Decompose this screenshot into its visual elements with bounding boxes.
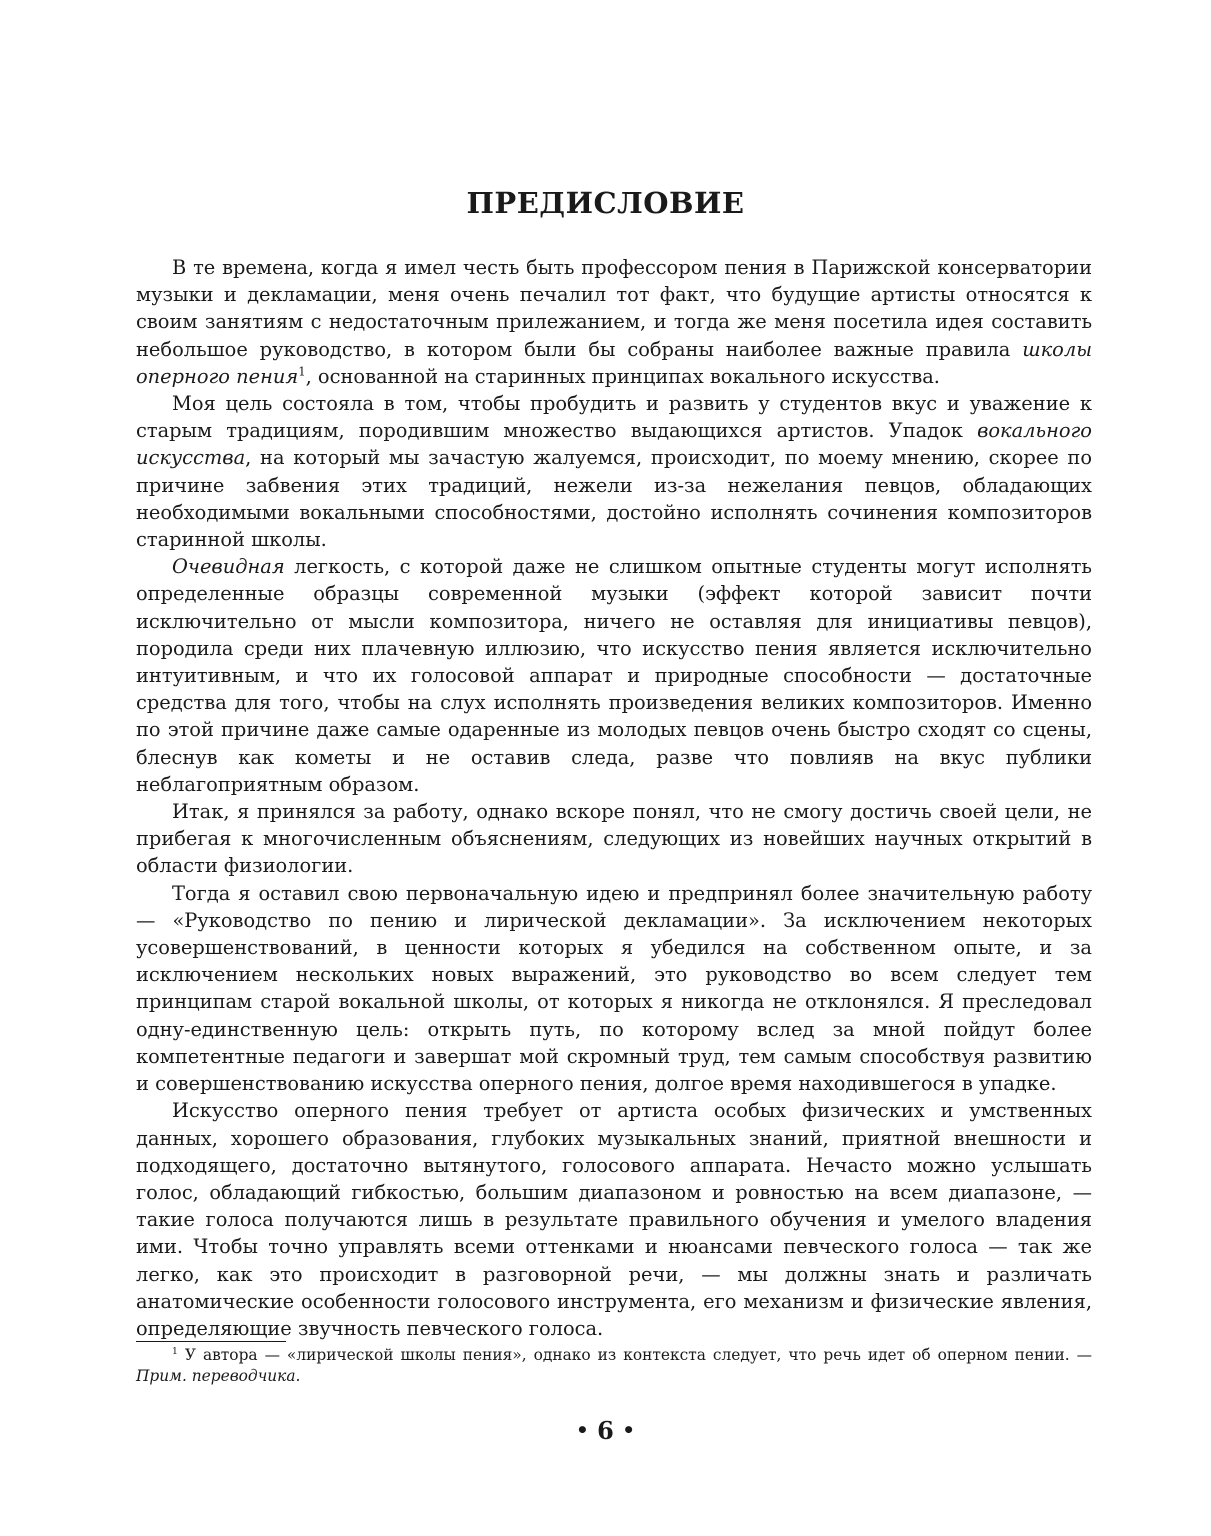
paragraph-1 <box>136 254 1092 390</box>
paragraph-2-text-end: , на который мы зачастую жалуемся, происходит, по моему мнению, скорее по причине забвения этих традиций, нежели из-за нежелания певцов, обладающих необходимыми вокальными способностями, достойно исполнять сочинения композиторов старинной школы. <box>136 446 1092 552</box>
paragraph-6: Искусство оперного пения требует от артиста особых физических и умственных данных, хорошего образования, глубоких музыкальных знаний, приятной внешности и подходящего, достаточно вытянутого, голосового аппарата. Нечасто можно услышать голос, обладающий гибкостью, большим диапазоном и ровностью на всем диапазоне, — такие голоса получаются лишь в результате правильного обучения и умелого владения ими. Чтобы точно управлять всеми оттенками и нюансами певческого голоса — так же легко, как это происходит в разговорной речи, — мы должны знать и различать анатомические особенности голосового инструмента, его механизм и физические явления, определяющие звучность певческого голоса. <box>136 1099 1092 1340</box>
paragraph-1-italic: школы оперного пения <box>136 337 1092 388</box>
paragraph-5: Тогда я оставил свою первоначальную идею и предпринял более значительную работу — «Руководство по пению и лирической декламации». За исключением некоторых усовершенствований, в ценности которых я убедился на собственном опыте, и за исключением нескольких новых выражений, это руководство во всем следует тем принципам старой вокальной школы, от которых я никогда не отклонялся. Я преследовал одну-единственную цель: открыть путь, по которому вслед за мной пойдут более компетентные педагоги и завершат мой скромный труд, тем самым способствуя развитию и совершенствованию искусства оперного пения, долгое время находившегося в упадке. <box>136 881 1092 1096</box>
footnote-marker: 1 <box>172 1345 178 1357</box>
footnote-italic: Прим. переводчика. <box>136 1367 301 1385</box>
bullet-left: • <box>575 1418 589 1442</box>
paragraph-3-text: легкость, с которой даже не слишком опытные студенты могут исполнять определенные образцы современной музыки (эффект которой зависит почти исключительно от мысли композитора, ничего не оставляя для инициативы певцов), породила среди них плачевную иллюзию, что искусство пения является исключительно интуитивным, и что их голосовой аппарат и природные способности — достаточные средства для того, чтобы на слух исполнять произведения великих композиторов. Именно по этой причине даже самые одаренные из молодых певцов очень быстро сходят со сцены, блеснув как кометы и не оставив следа, разве что повлияв на вкус публики неблагоприятным образом. <box>136 555 1092 796</box>
footnote <box>136 1345 1092 1387</box>
page-number <box>0 1416 1211 1445</box>
paragraph-2-text: Моя цель состояла в том, чтобы пробудить и развить у студентов вкус и уважение к старым традициям, породившим множество выдающихся артистов. Упадок <box>136 392 1092 443</box>
paragraph-1-text-end: , основанной на старинных принципах вокального искусства. <box>305 364 940 388</box>
footnote-reference: 1 <box>298 364 306 379</box>
footnote-text: У автора — «лирической школы пения», однако из контекста следует, что речь идет об оперном пении. — <box>177 1346 1092 1364</box>
main-text <box>136 254 1092 1342</box>
paragraph-4: Итак, я принялся за работу, однако вскоре понял, что не смогу достичь своей цели, не прибегая к многочисленным объяснениям, следующих из новейших научных открытий в области физиологии. <box>136 800 1092 878</box>
paragraph-3 <box>136 553 1092 798</box>
footnote-divider <box>136 1341 286 1342</box>
paragraph-2 <box>136 390 1092 553</box>
paragraph-2-italic: вокального искусства <box>136 419 1092 470</box>
page-number-value: 6 <box>597 1416 614 1445</box>
paragraph-1-text: В те времена, когда я имел честь быть профессором пения в Парижской консерватории музыки и декламации, меня очень печалил тот факт, что будущие артисты относятся к своим занятиям с недостаточным прилежанием, и тогда же меня посетила идея составить небольшое руководство, в котором были бы собраны наиболее важные правила <box>136 256 1092 361</box>
bullet-right: • <box>622 1418 635 1442</box>
paragraph-3-italic: Очевидная <box>172 555 285 579</box>
page-title: ПРЕДИСЛОВИЕ <box>466 186 745 220</box>
